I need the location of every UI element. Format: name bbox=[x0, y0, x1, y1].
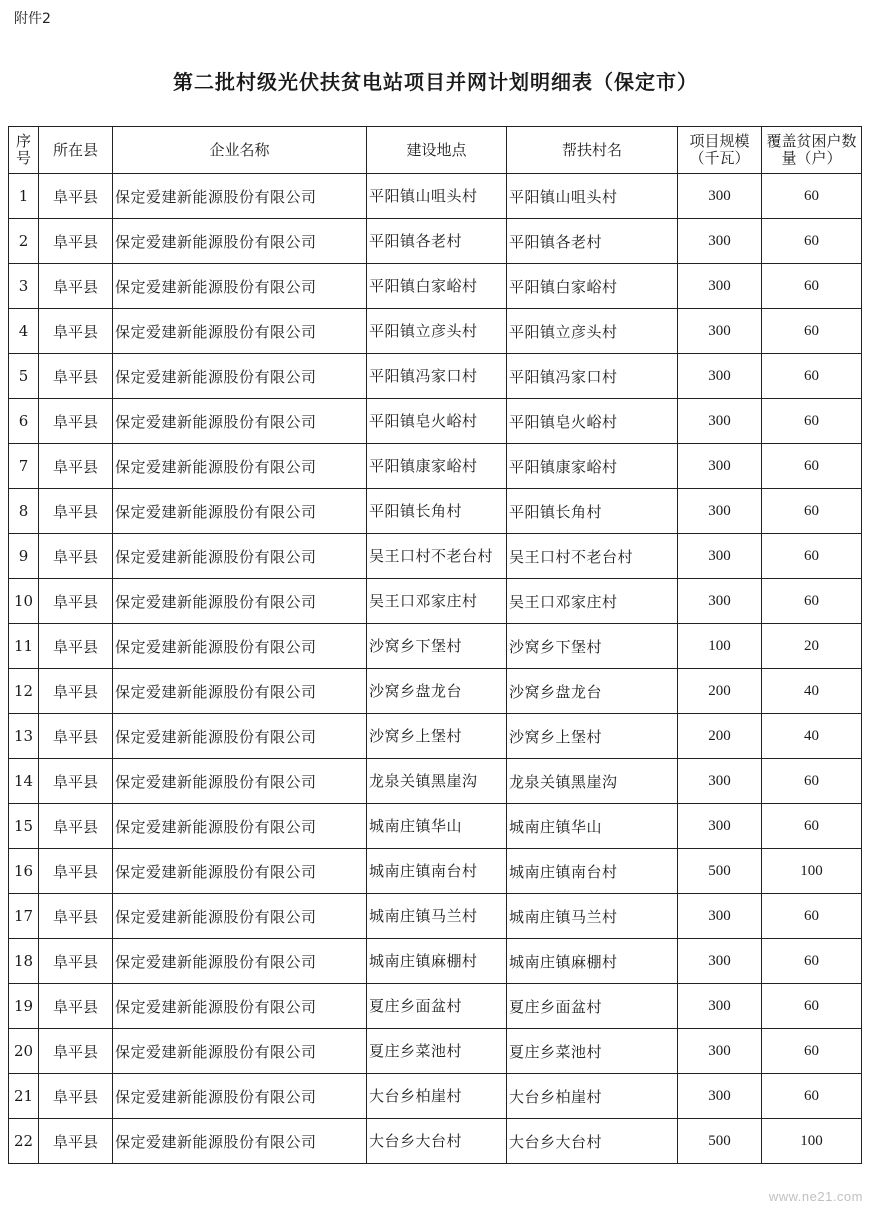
cell-company: 保定爱建新能源股份有限公司 bbox=[113, 309, 367, 354]
cell-county: 阜平县 bbox=[39, 174, 113, 219]
cell-village: 吴王口村不老台村 bbox=[507, 534, 678, 579]
cell-site: 平阳镇皂火峪村 bbox=[367, 399, 507, 444]
cell-no: 11 bbox=[9, 624, 39, 669]
header-company: 企业名称 bbox=[113, 127, 367, 174]
cell-no: 21 bbox=[9, 1074, 39, 1119]
cell-village: 平阳镇立彦头村 bbox=[507, 309, 678, 354]
cell-site: 大台乡柏崖村 bbox=[367, 1074, 507, 1119]
cell-site: 城南庄镇马兰村 bbox=[367, 894, 507, 939]
cell-no: 20 bbox=[9, 1029, 39, 1074]
cell-company: 保定爱建新能源股份有限公司 bbox=[113, 1074, 367, 1119]
cell-company: 保定爱建新能源股份有限公司 bbox=[113, 174, 367, 219]
cell-households: 60 bbox=[762, 1074, 862, 1119]
table-row bbox=[9, 444, 862, 489]
cell-no: 9 bbox=[9, 534, 39, 579]
cell-company: 保定爱建新能源股份有限公司 bbox=[113, 534, 367, 579]
cell-households: 60 bbox=[762, 534, 862, 579]
table-row bbox=[9, 939, 862, 984]
cell-no: 18 bbox=[9, 939, 39, 984]
cell-households: 60 bbox=[762, 759, 862, 804]
cell-county: 阜平县 bbox=[39, 984, 113, 1029]
cell-village: 城南庄镇马兰村 bbox=[507, 894, 678, 939]
table-row bbox=[9, 219, 862, 264]
cell-village: 平阳镇各老村 bbox=[507, 219, 678, 264]
cell-company: 保定爱建新能源股份有限公司 bbox=[113, 264, 367, 309]
table-row bbox=[9, 759, 862, 804]
cell-county: 阜平县 bbox=[39, 894, 113, 939]
cell-village: 夏庄乡菜池村 bbox=[507, 1029, 678, 1074]
table-row bbox=[9, 399, 862, 444]
table-row bbox=[9, 894, 862, 939]
cell-no: 15 bbox=[9, 804, 39, 849]
header-no: 序号 bbox=[9, 127, 39, 174]
cell-county: 阜平县 bbox=[39, 939, 113, 984]
cell-village: 城南庄镇南台村 bbox=[507, 849, 678, 894]
cell-county: 阜平县 bbox=[39, 1074, 113, 1119]
cell-households: 60 bbox=[762, 219, 862, 264]
table-row bbox=[9, 984, 862, 1029]
cell-village: 夏庄乡面盆村 bbox=[507, 984, 678, 1029]
table-row bbox=[9, 309, 862, 354]
cell-households: 60 bbox=[762, 444, 862, 489]
cell-village: 平阳镇皂火峪村 bbox=[507, 399, 678, 444]
cell-village: 沙窝乡下堡村 bbox=[507, 624, 678, 669]
cell-scale: 500 bbox=[678, 1119, 762, 1164]
cell-company: 保定爱建新能源股份有限公司 bbox=[113, 759, 367, 804]
table-row bbox=[9, 804, 862, 849]
table-body bbox=[9, 174, 862, 1164]
cell-scale: 300 bbox=[678, 759, 762, 804]
cell-county: 阜平县 bbox=[39, 669, 113, 714]
cell-county: 阜平县 bbox=[39, 849, 113, 894]
cell-no: 5 bbox=[9, 354, 39, 399]
cell-company: 保定爱建新能源股份有限公司 bbox=[113, 804, 367, 849]
cell-county: 阜平县 bbox=[39, 444, 113, 489]
cell-village: 吴王口邓家庄村 bbox=[507, 579, 678, 624]
cell-no: 3 bbox=[9, 264, 39, 309]
cell-site: 夏庄乡菜池村 bbox=[367, 1029, 507, 1074]
cell-company: 保定爱建新能源股份有限公司 bbox=[113, 1029, 367, 1074]
cell-site: 龙泉关镇黑崖沟 bbox=[367, 759, 507, 804]
project-table bbox=[8, 126, 862, 1164]
cell-village: 沙窝乡上堡村 bbox=[507, 714, 678, 759]
cell-company: 保定爱建新能源股份有限公司 bbox=[113, 219, 367, 264]
cell-scale: 300 bbox=[678, 264, 762, 309]
table-row bbox=[9, 489, 862, 534]
page-title: 第二批村级光伏扶贫电站项目并网计划明细表（保定市） bbox=[173, 70, 698, 94]
cell-households: 60 bbox=[762, 894, 862, 939]
cell-village: 平阳镇长角村 bbox=[507, 489, 678, 534]
cell-households: 60 bbox=[762, 264, 862, 309]
cell-no: 14 bbox=[9, 759, 39, 804]
cell-scale: 300 bbox=[678, 984, 762, 1029]
cell-site: 夏庄乡面盆村 bbox=[367, 984, 507, 1029]
cell-site: 吴王口村不老台村 bbox=[367, 534, 507, 579]
cell-company: 保定爱建新能源股份有限公司 bbox=[113, 354, 367, 399]
cell-scale: 300 bbox=[678, 1074, 762, 1119]
cell-county: 阜平县 bbox=[39, 309, 113, 354]
cell-company: 保定爱建新能源股份有限公司 bbox=[113, 939, 367, 984]
table-row bbox=[9, 669, 862, 714]
cell-company: 保定爱建新能源股份有限公司 bbox=[113, 669, 367, 714]
cell-households: 60 bbox=[762, 804, 862, 849]
cell-scale: 100 bbox=[678, 624, 762, 669]
cell-no: 22 bbox=[9, 1119, 39, 1164]
cell-no: 12 bbox=[9, 669, 39, 714]
cell-no: 6 bbox=[9, 399, 39, 444]
cell-households: 60 bbox=[762, 174, 862, 219]
cell-scale: 500 bbox=[678, 849, 762, 894]
cell-households: 60 bbox=[762, 939, 862, 984]
cell-site: 大台乡大台村 bbox=[367, 1119, 507, 1164]
table-header-row bbox=[9, 127, 862, 174]
cell-county: 阜平县 bbox=[39, 534, 113, 579]
cell-village: 平阳镇康家峪村 bbox=[507, 444, 678, 489]
cell-company: 保定爱建新能源股份有限公司 bbox=[113, 894, 367, 939]
cell-village: 大台乡大台村 bbox=[507, 1119, 678, 1164]
cell-company: 保定爱建新能源股份有限公司 bbox=[113, 984, 367, 1029]
cell-no: 7 bbox=[9, 444, 39, 489]
cell-scale: 300 bbox=[678, 534, 762, 579]
cell-scale: 300 bbox=[678, 894, 762, 939]
table-row bbox=[9, 849, 862, 894]
cell-scale: 300 bbox=[678, 444, 762, 489]
cell-scale: 300 bbox=[678, 174, 762, 219]
cell-site: 城南庄镇南台村 bbox=[367, 849, 507, 894]
cell-households: 100 bbox=[762, 1119, 862, 1164]
cell-households: 40 bbox=[762, 714, 862, 759]
cell-county: 阜平县 bbox=[39, 354, 113, 399]
table-row bbox=[9, 714, 862, 759]
cell-households: 20 bbox=[762, 624, 862, 669]
cell-households: 60 bbox=[762, 309, 862, 354]
cell-site: 平阳镇长角村 bbox=[367, 489, 507, 534]
cell-county: 阜平县 bbox=[39, 264, 113, 309]
cell-households: 60 bbox=[762, 1029, 862, 1074]
header-households: 覆盖贫困户数量（户） bbox=[762, 127, 862, 174]
watermark: www.ne21.com bbox=[768, 1189, 863, 1204]
cell-site: 平阳镇康家峪村 bbox=[367, 444, 507, 489]
cell-village: 龙泉关镇黑崖沟 bbox=[507, 759, 678, 804]
cell-company: 保定爱建新能源股份有限公司 bbox=[113, 714, 367, 759]
cell-site: 城南庄镇麻棚村 bbox=[367, 939, 507, 984]
cell-households: 60 bbox=[762, 984, 862, 1029]
cell-households: 60 bbox=[762, 489, 862, 534]
cell-site: 沙窝乡上堡村 bbox=[367, 714, 507, 759]
table-row bbox=[9, 1119, 862, 1164]
cell-county: 阜平县 bbox=[39, 714, 113, 759]
cell-no: 10 bbox=[9, 579, 39, 624]
cell-county: 阜平县 bbox=[39, 489, 113, 534]
cell-county: 阜平县 bbox=[39, 399, 113, 444]
cell-scale: 200 bbox=[678, 714, 762, 759]
cell-county: 阜平县 bbox=[39, 1119, 113, 1164]
cell-no: 17 bbox=[9, 894, 39, 939]
cell-scale: 300 bbox=[678, 804, 762, 849]
cell-scale: 300 bbox=[678, 219, 762, 264]
cell-no: 2 bbox=[9, 219, 39, 264]
cell-site: 平阳镇山咀头村 bbox=[367, 174, 507, 219]
cell-village: 平阳镇山咀头村 bbox=[507, 174, 678, 219]
cell-no: 16 bbox=[9, 849, 39, 894]
header-scale: 项目规模（千瓦） bbox=[678, 127, 762, 174]
cell-county: 阜平县 bbox=[39, 1029, 113, 1074]
cell-scale: 300 bbox=[678, 309, 762, 354]
cell-site: 城南庄镇华山 bbox=[367, 804, 507, 849]
table-row bbox=[9, 354, 862, 399]
cell-no: 19 bbox=[9, 984, 39, 1029]
cell-scale: 200 bbox=[678, 669, 762, 714]
cell-scale: 300 bbox=[678, 1029, 762, 1074]
cell-households: 60 bbox=[762, 579, 862, 624]
table-row bbox=[9, 264, 862, 309]
cell-company: 保定爱建新能源股份有限公司 bbox=[113, 444, 367, 489]
cell-site: 平阳镇冯家口村 bbox=[367, 354, 507, 399]
cell-site: 平阳镇立彦头村 bbox=[367, 309, 507, 354]
cell-site: 沙窝乡盘龙台 bbox=[367, 669, 507, 714]
cell-no: 4 bbox=[9, 309, 39, 354]
cell-village: 城南庄镇华山 bbox=[507, 804, 678, 849]
cell-county: 阜平县 bbox=[39, 219, 113, 264]
header-site: 建设地点 bbox=[367, 127, 507, 174]
cell-site: 平阳镇白家峪村 bbox=[367, 264, 507, 309]
header-village: 帮扶村名 bbox=[507, 127, 678, 174]
cell-scale: 300 bbox=[678, 354, 762, 399]
cell-households: 40 bbox=[762, 669, 862, 714]
cell-site: 吴王口邓家庄村 bbox=[367, 579, 507, 624]
cell-village: 平阳镇白家峪村 bbox=[507, 264, 678, 309]
cell-no: 1 bbox=[9, 174, 39, 219]
cell-site: 沙窝乡下堡村 bbox=[367, 624, 507, 669]
cell-scale: 300 bbox=[678, 399, 762, 444]
cell-county: 阜平县 bbox=[39, 579, 113, 624]
cell-village: 大台乡柏崖村 bbox=[507, 1074, 678, 1119]
header-county: 所在县 bbox=[39, 127, 113, 174]
table-row bbox=[9, 534, 862, 579]
cell-village: 平阳镇冯家口村 bbox=[507, 354, 678, 399]
cell-scale: 300 bbox=[678, 579, 762, 624]
cell-company: 保定爱建新能源股份有限公司 bbox=[113, 1119, 367, 1164]
cell-village: 城南庄镇麻棚村 bbox=[507, 939, 678, 984]
cell-no: 13 bbox=[9, 714, 39, 759]
cell-scale: 300 bbox=[678, 939, 762, 984]
cell-scale: 300 bbox=[678, 489, 762, 534]
cell-county: 阜平县 bbox=[39, 804, 113, 849]
cell-company: 保定爱建新能源股份有限公司 bbox=[113, 579, 367, 624]
cell-site: 平阳镇各老村 bbox=[367, 219, 507, 264]
cell-county: 阜平县 bbox=[39, 624, 113, 669]
cell-households: 60 bbox=[762, 399, 862, 444]
cell-company: 保定爱建新能源股份有限公司 bbox=[113, 489, 367, 534]
table-row bbox=[9, 174, 862, 219]
cell-no: 8 bbox=[9, 489, 39, 534]
cell-company: 保定爱建新能源股份有限公司 bbox=[113, 624, 367, 669]
table-row bbox=[9, 1029, 862, 1074]
cell-county: 阜平县 bbox=[39, 759, 113, 804]
cell-households: 60 bbox=[762, 354, 862, 399]
cell-households: 100 bbox=[762, 849, 862, 894]
cell-company: 保定爱建新能源股份有限公司 bbox=[113, 849, 367, 894]
table-row bbox=[9, 579, 862, 624]
table-row bbox=[9, 624, 862, 669]
table-row bbox=[9, 1074, 862, 1119]
cell-company: 保定爱建新能源股份有限公司 bbox=[113, 399, 367, 444]
attachment-label: 附件2 bbox=[14, 11, 51, 27]
cell-village: 沙窝乡盘龙台 bbox=[507, 669, 678, 714]
